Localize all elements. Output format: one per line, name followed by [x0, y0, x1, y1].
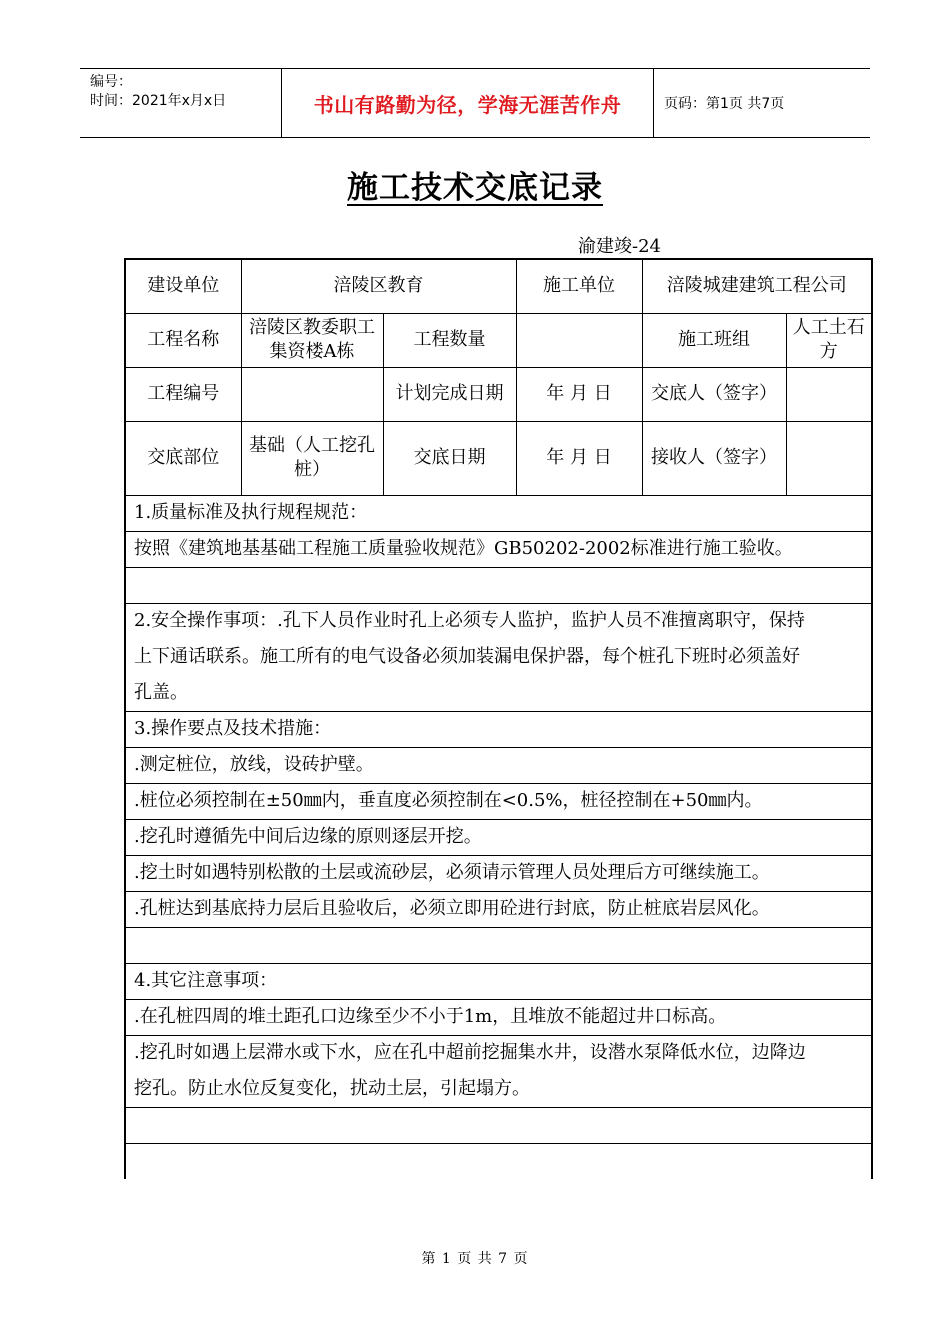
- text-line-16: .挖孔时如遇上层滞水或下水，应在孔中超前挖掘集水井，设潜水泵降低水位，边降边: [125, 1035, 872, 1071]
- label-builder-unit: 施工单位: [516, 259, 642, 313]
- text-line-12: .孔桩达到基底持力层后且验收后，必须立即用砼进行封底，防止桩底岩层风化。: [125, 891, 872, 927]
- value-briefing-date: 年 月 日: [516, 421, 642, 495]
- text-line-3: [125, 567, 872, 603]
- value-construction-unit: 涪陵区教育: [241, 259, 516, 313]
- label-planned-date: 计划完成日期: [383, 367, 516, 421]
- text-row: [125, 891, 872, 927]
- label-construction-unit: 建设单位: [125, 259, 241, 313]
- doc-code: 渝建竣-24: [578, 236, 661, 257]
- text-line-2: 按照《建筑地基基础工程施工质量验收规范》GB50202-2002标准进行施工验收。: [125, 531, 872, 567]
- text-row: [125, 603, 872, 639]
- text-line-8: .测定桩位，放线，设砖护壁。: [125, 747, 872, 783]
- text-line-15: .在孔桩四周的堆土距孔口边缘至少不小于1m，且堆放不能超过井口标高。: [125, 999, 872, 1035]
- value-briefing-part: 基础（人工挖孔桩）: [241, 421, 383, 495]
- text-row: [125, 783, 872, 819]
- text-line-14: 4.其它注意事项：: [125, 963, 872, 999]
- value-project-number: [241, 367, 383, 421]
- label-project-number: 工程编号: [125, 367, 241, 421]
- text-row: [125, 963, 872, 999]
- number-label: 编号：: [90, 74, 132, 90]
- header-strip: [80, 68, 870, 138]
- value-receiver-sign: [786, 421, 872, 495]
- text-row: [125, 567, 872, 603]
- value-planned-date: 年 月 日: [516, 367, 642, 421]
- text-row: [125, 1035, 872, 1071]
- value-project-name: 涪陵区教委职工集资楼A栋: [241, 313, 383, 367]
- time-label: 时间：2021年x月x日: [90, 93, 227, 109]
- text-row: [125, 639, 872, 675]
- label-briefing-part: 交底部位: [125, 421, 241, 495]
- text-line-4: 2.安全操作事项：.孔下人员作业时孔上必须专人监护，监护人员不准擅离职守，保持: [125, 603, 872, 639]
- label-presenter-sign: 交底人（签字）: [642, 367, 786, 421]
- text-row: [125, 1107, 872, 1143]
- page-title: 施工技术交底记录: [347, 170, 603, 206]
- text-row: [125, 495, 872, 531]
- text-row: [125, 675, 872, 711]
- label-briefing-date: 交底日期: [383, 421, 516, 495]
- text-line-18: [125, 1107, 872, 1143]
- info-row-3: [125, 367, 872, 421]
- header-left: [80, 69, 282, 137]
- text-row: [125, 819, 872, 855]
- text-line-11: .挖土时如遇特别松散的土层或流砂层，必须请示管理人员处理后方可继续施工。: [125, 855, 872, 891]
- text-row: [125, 531, 872, 567]
- label-project-quantity: 工程数量: [383, 313, 516, 367]
- text-line-13: [125, 927, 872, 963]
- label-receiver-sign: 接收人（签字）: [642, 421, 786, 495]
- record-table: [124, 258, 873, 1179]
- info-row-2: [125, 313, 872, 367]
- text-line-1: 1.质量标准及执行规程规范：: [125, 495, 872, 531]
- motto: 书山有路勤为径，学海无涯苦作舟: [282, 69, 654, 137]
- text-row: [125, 747, 872, 783]
- page-footer: 第 1 页 共 7 页: [421, 1251, 529, 1267]
- text-row: [125, 1071, 872, 1107]
- label-project-name: 工程名称: [125, 313, 241, 367]
- text-line-6: 孔盖。: [125, 675, 872, 711]
- text-row: [125, 855, 872, 891]
- text-line-10: .挖孔时遵循先中间后边缘的原则逐层开挖。: [125, 819, 872, 855]
- text-line-17: 挖孔。防止水位反复变化，扰动土层，引起塌方。: [125, 1071, 872, 1107]
- value-project-quantity: [516, 313, 642, 367]
- text-row: [125, 711, 872, 747]
- info-row-1: [125, 259, 872, 313]
- text-row: [125, 927, 872, 963]
- info-row-4: [125, 421, 872, 495]
- value-presenter-sign: [786, 367, 872, 421]
- page-title-wrap: [0, 162, 950, 207]
- text-row: [125, 999, 872, 1035]
- value-builder-unit: 涪陵城建建筑工程公司: [642, 259, 872, 313]
- page-info: 页码：第1页 共7页: [664, 96, 785, 112]
- text-row: [125, 1143, 872, 1179]
- value-work-team: 人工土石方: [786, 313, 872, 367]
- text-line-19: [125, 1143, 872, 1179]
- label-work-team: 施工班组: [642, 313, 786, 367]
- text-line-7: 3.操作要点及技术措施：: [125, 711, 872, 747]
- text-line-9: .桩位必须控制在±50㎜内，垂直度必须控制在<0.5%，桩径控制在+50㎜内。: [125, 783, 872, 819]
- text-line-5: 上下通话联系。施工所有的电气设备必须加装漏电保护器，每个桩孔下班时必须盖好: [125, 639, 872, 675]
